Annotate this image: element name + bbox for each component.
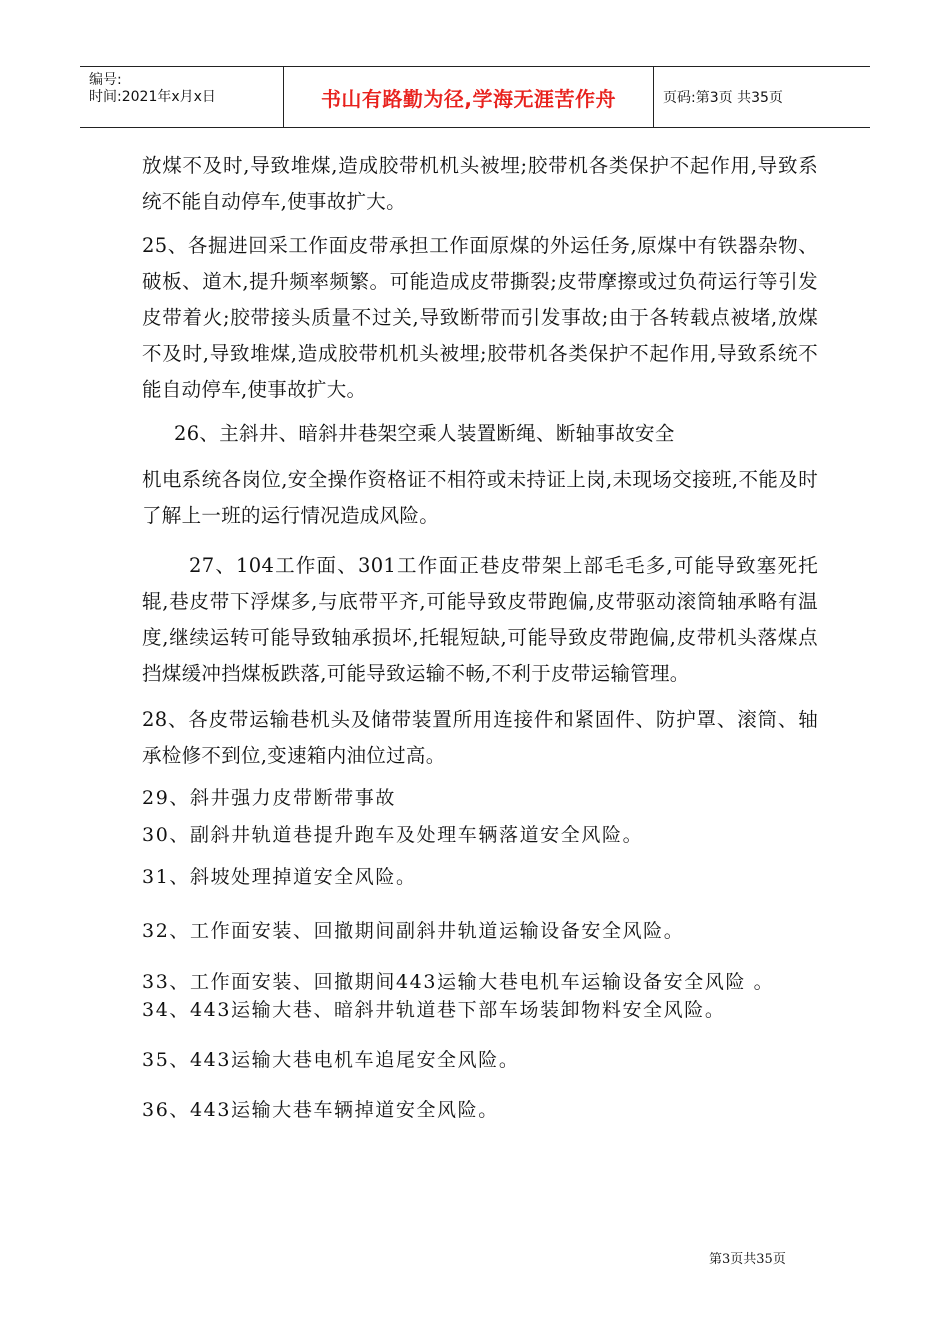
list-item-36: 36、443运输大巷车辆掉道安全风险。 [142,1099,499,1121]
paragraph-item-26-body: 机电系统各岗位,安全操作资格证不相符或未持证上岗,未现场交接班,不能及时了解上一班的运行情况造成风险。 [142,468,818,527]
page-footer: 第3页共35页 [709,1252,786,1267]
paragraph-item-28: 28、各皮带运输巷机头及储带装置所用连接件和紧固件、防护罩、滚筒、轴承检修不到位,变速箱内油位过高。 [142,708,818,767]
list-item-32: 32、工作面安装、回撤期间副斜井轨道运输设备安全风险。 [142,920,685,942]
list-item-29: 29、斜井强力皮带断带事故 [142,787,396,809]
list-item-31: 31、斜坡处理掉道安全风险。 [142,866,417,888]
paragraph-item-26: 26、主斜井、暗斜井巷架空乘人装置断绳、断轴事故安全 [174,422,675,445]
list-item-34: 34、443运输大巷、暗斜井轨道巷下部车场装卸物料安全风险。 [142,999,726,1021]
list-item-35: 35、443运输大巷电机车追尾安全风险。 [142,1049,520,1071]
paragraph-continuation: 放煤不及时,导致堆煤,造成胶带机机头被埋;胶带机各类保护不起作用,导致系统不能自动停车,使事故扩大。 [142,154,818,213]
document-body [142,148,818,1124]
paragraph-item-27: 27、104工作面、301工作面正巷皮带架上部毛毛多,可能导致塞死托辊,巷皮带下浮煤多,与底带平齐,可能导致皮带跑偏,皮带驱动滚筒轴承略有温度,继续运转可能导致轴承损坏,托辊短缺,可能导致皮带跑偏,皮带机头落煤点挡煤缓冲挡煤板跌落,可能导致运输不畅,不利于皮带运输管理。 [142,554,818,685]
page-header [80,66,870,128]
list-item-30: 30、副斜井轨道巷提升跑车及处理车辆落道安全风险。 [142,824,644,846]
paragraph-item-25: 25、各掘进回采工作面皮带承担工作面原煤的外运任务,原煤中有铁器杂物、破板、道木,提升频率频繁。可能造成皮带撕裂;皮带摩擦或过负荷运行等引发皮带着火;胶带接头质量不过关,导致断带而引发事故;由于各转载点被堵,放煤不及时,导致堆煤,造成胶带机机头被埋;胶带机各类保护不起作用,导致系统不能自动停车,使事故扩大。 [142,234,818,401]
document-number-label: 编号: [89,72,122,88]
header-meta [80,67,284,127]
document-time-label: 时间:2021年x月x日 [89,89,216,105]
header-motto: 书山有路勤为径,学海无涯苦作舟 [284,67,654,127]
list-item-33: 33、工作面安装、回撤期间443运输大巷电机车运输设备安全风险 。 [142,971,775,993]
header-page-number: 页码:第3页 共35页 [663,90,783,106]
